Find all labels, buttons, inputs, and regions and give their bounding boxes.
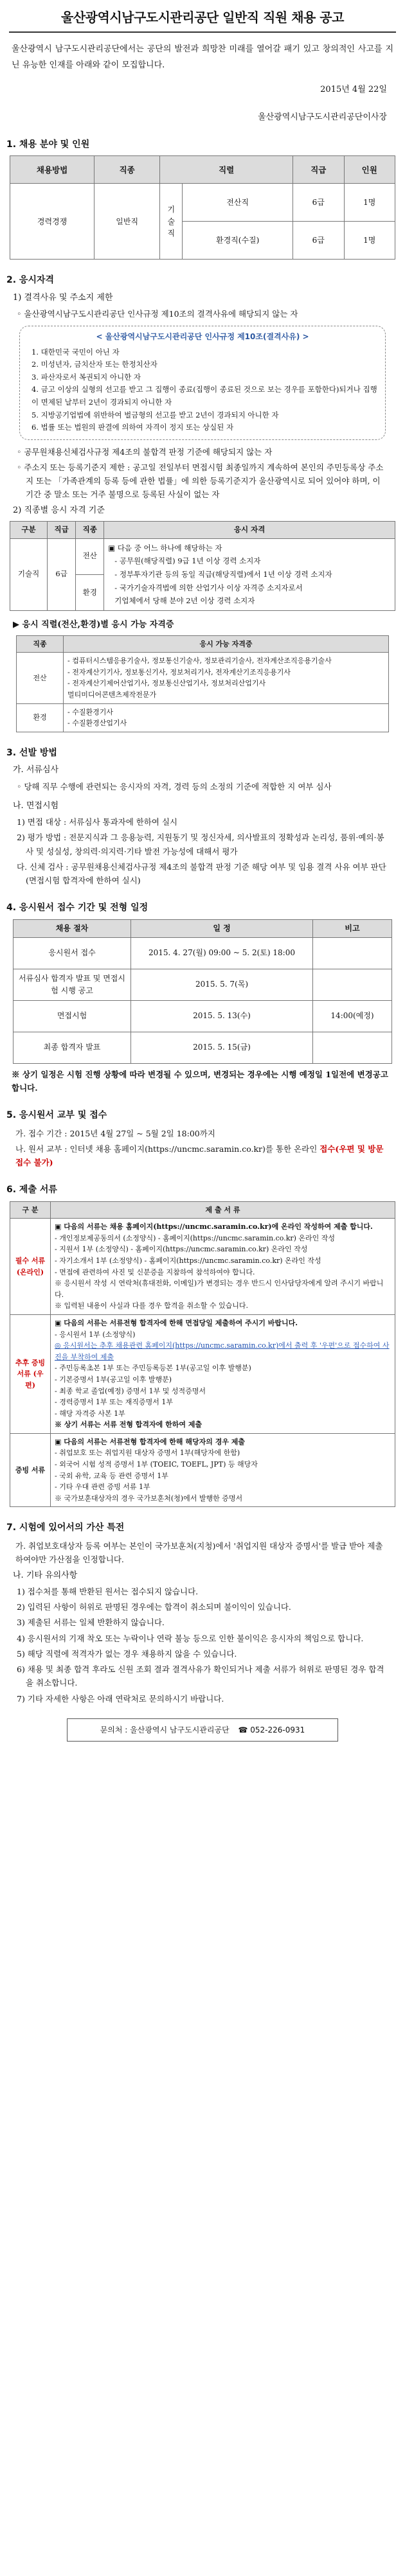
cell-step: 최종 합격자 발표	[14, 1032, 131, 1063]
cert-line: - 수질환경산업기사	[68, 719, 127, 728]
th-category: 구 분	[10, 1202, 51, 1219]
cell-proof-docs	[51, 1433, 395, 1507]
cell-sub-env: 환경직(수질)	[183, 222, 293, 260]
schedule-row	[14, 1032, 392, 1063]
cell-later-docs	[51, 1314, 395, 1433]
th-series: 직렬	[160, 156, 293, 184]
application-period: 가. 접수 기간 : 2015년 4월 27일 ~ 5월 2일 18:00까지	[15, 1128, 215, 1138]
sub-notes: 나. 기타 유의사항	[13, 1570, 78, 1580]
schedule-row	[14, 937, 392, 969]
cell-count-it: 1명	[344, 184, 395, 222]
bullet-interview-method: 2) 평가 방법 : 전문지식과 그 응용능력, 지원동기 및 정신자세, 의사발표의 정확성과 논리성, 품위·예의·봉사 및 성실성, 창의력·의지력·기타 발전 가능성에 대해서 평가	[17, 833, 384, 856]
application-method-text: 나. 원서 교부 : 인터넷 채용 홈페이지(https://uncmc.saramin.co.kr)를 통한 온라인	[15, 1143, 320, 1154]
th-method: 채용방법	[10, 156, 94, 184]
note-item: 7) 기타 자세한 사항은 아래 연락처로 문의하시기 바랍니다.	[17, 1693, 224, 1704]
cert-line: - 전자계산기기사, 정보통신기사, 정보처리기사, 전자계산기조직응용기사	[68, 667, 291, 676]
cell-type: 일반직	[94, 184, 160, 260]
req-line: 기업체에서 당해 분야 2년 이상 경력 소지자	[114, 596, 255, 606]
cert-table-title: ▶ 응시 직렬(전산,환경)별 응시 가능 자격증	[13, 620, 174, 630]
cell-it-certs	[64, 653, 389, 703]
req-line: - 공무원(해당직렬) 9급 1년 이상 경력 소지자	[114, 556, 261, 566]
law-item: 2. 미성년자, 금치산자 또는 한정치산자	[32, 360, 158, 369]
cell-date: 2015. 5. 15(금)	[131, 1032, 313, 1063]
cell-note	[313, 937, 392, 969]
section-2-heading: 2. 응시자격	[6, 275, 55, 286]
cert-line: 멀티미디어콘텐츠제작전문가	[68, 691, 157, 699]
bullet-residence: ◦ 주소지 또는 등록기준지 제한 : 공고일 전일부터 면접시험 최종일까지 계속하여 본인의 주민등록상 주소지 또는 「가족관계의 등록 등에 관한 법률」에 의한 등록기준지가 울산광역시로 되어 있어야 하며, 이 기간 중 말소 또는 거주 불명으로 등록된 사실이 없는 자	[17, 462, 384, 500]
sub-disqualification: 1) 결격사유 및 주소지 제한	[13, 293, 113, 303]
th-field: 직종	[17, 636, 64, 653]
intro-paragraph: 울산광역시 남구도시관리공단에서는 공단의 발전과 희망찬 미래를 열어갈 패기 있고 창의적인 사고를 지닌 유능한 인재를 아래와 같이 모집합니다.	[12, 44, 393, 70]
section-6-heading: 6. 제출 서류	[6, 1185, 57, 1195]
sub-interview: 나. 면접시험	[13, 800, 59, 811]
cell-requirements	[104, 538, 395, 610]
law-item: 1. 대한민국 국민이 아닌 자	[32, 347, 120, 357]
doc-line: ※ 입력된 내용이 사실과 다를 경우 합격을 취소할 수 있습니다.	[55, 1301, 248, 1310]
cell-grade-it: 6급	[293, 184, 344, 222]
cell-note: 14:00(예정)	[313, 1000, 392, 1032]
law-item: 6. 법률 또는 법원의 판결에 의하여 자격이 정지 또는 상실된 자	[32, 423, 234, 432]
veteran-bonus: 가. 취업보호대상자 등록 여부는 본인이 국가보훈처(지청)에서 '취업지원 대상자 증명서'를 발급 받아 제출하여야만 가산점을 인정합니다.	[15, 1541, 383, 1565]
contact-phone[interactable]: ☎ 052-226-0931	[238, 1725, 305, 1734]
bullet-document-review: ◦ 당해 직무 수행에 관련되는 응시자의 자격, 경력 등의 소정의 기준에 적합한 지 여부 심사	[17, 781, 332, 791]
th-certificates: 응시 가능 자격증	[64, 636, 389, 653]
law-item: 5. 지방공기업법에 위반하여 벌금형의 선고를 받고 2년이 경과되지 아니한 자	[32, 410, 279, 419]
contact-box	[67, 1718, 338, 1742]
documents-table	[10, 1201, 395, 1507]
schedule-note: ※ 상기 일정은 시험 진행 상황에 따라 변경될 수 있으며, 변경되는 경우에는 시행 예정일 1일전에 변경공고 합니다.	[12, 1069, 388, 1093]
law-item: 3. 파산자로서 복권되지 아니한 자	[32, 372, 141, 382]
note-item: 4) 응시원서의 기재 착오 또는 누락이나 연락 불능 등으로 인한 불이익은 응시자의 책임으로 합니다.	[17, 1633, 364, 1643]
doc-line: ▣ 다음의 서류는 서류전형 합격자에 한해 해당자의 경우 제출	[55, 1437, 246, 1446]
th-documents: 제 출 서 류	[51, 1202, 395, 1219]
section-5-heading: 5. 응시원서 교부 및 접수	[6, 1110, 107, 1121]
req-line: ▣ 다음 중 어느 하나에 해당하는 자	[108, 543, 222, 552]
doc-line: - 개인정보제공동의서 (소정양식) - 홈페이지(https://uncmc.saramin.co.kr) 온라인 작성	[55, 1233, 336, 1242]
cert-line: - 수질환경기사	[68, 707, 113, 716]
cell-step: 서류심사 합격자 발표 및 면접시험 시행 공고	[14, 969, 131, 1000]
application-method-warning: 접수(우편 및 방문 접수 불가)	[15, 1143, 384, 1168]
doc-line: - 자기소개서 1부 (소정양식) - 홈페이지(https://uncmc.saramin.co.kr) 온라인 작성	[55, 1256, 321, 1265]
doc-line: ▣ 다음의 서류는 서류전형 합격자에 한해 면접당일 제출하여 주시기 바랍니다.	[55, 1318, 298, 1327]
cert-line: - 전자계산기제어산업기사, 정보통신산업기사, 정보처리산업기사	[68, 679, 266, 688]
cell-grade-env: 6급	[293, 222, 344, 260]
note-item: 2) 입력된 사항이 허위로 판명된 경우에는 합격이 취소되며 불이익이 있습니다.	[17, 1602, 291, 1612]
section-3-heading: 3. 선발 방법	[6, 747, 57, 758]
bullet-physical-exam: ◦ 공무원채용신체검사규정 제4조의 불합격 판정 기준에 해당되지 않는 자	[17, 446, 273, 457]
section-1-heading: 1. 채용 분야 및 인원	[6, 139, 90, 150]
cell-grade: 6급	[48, 538, 76, 610]
doc-line: ※ 국가보훈대상자의 경우 국가보훈처(청)에서 발행한 증명서	[55, 1494, 243, 1503]
section-4-heading: 4. 응시원서 접수 기간 및 전형 일정	[6, 903, 148, 913]
doc-line: - 기타 우대 관련 증빙 서류 1부	[55, 1483, 150, 1492]
schedule-row	[14, 969, 392, 1000]
cell-sub-it: 전산직	[183, 184, 293, 222]
notice-date: 2015년 4월 22일	[320, 85, 387, 95]
cell-note	[313, 969, 392, 1000]
note-item: 1) 접수처를 통해 반환된 원서는 접수되지 않습니다.	[17, 1586, 199, 1596]
positions-table	[10, 155, 395, 260]
cell-method: 경력경쟁	[10, 184, 94, 260]
doc-line: - 주민등록초본 1부 또는 주민등록등본 1부(공고일 이후 발행분)	[55, 1364, 251, 1373]
th-date: 일 정	[131, 919, 313, 937]
doc-line: ※ 응시원서 작성 시 연락처(휴대전화, 이메일)가 변경되는 경우 반드시 인사담당자에게 알려 주시기 바랍니다.	[55, 1279, 384, 1299]
cell-series: 기술직	[160, 184, 183, 260]
th-grade: 직급	[293, 156, 344, 184]
doc-line: - 기본증명서 1부(공고일 이후 발행분)	[55, 1375, 172, 1384]
doc-line: - 국외 유학, 교육 등 관련 증명서 1부	[55, 1471, 168, 1480]
doc-line: - 취업보호 또는 취업지원 대상자 증명서 1부(해당자에 한함)	[55, 1449, 240, 1458]
doc-line: - 외국어 시험 성적 증명서 1부 (TOEIC, TOEFL, JPT) 등 해당자	[55, 1460, 258, 1469]
cell-date: 2015. 5. 7(목)	[131, 969, 313, 1000]
sub-document-review: 가. 서류심사	[13, 765, 59, 775]
section-7-heading: 7. 시험에 있어서의 가산 특전	[6, 1522, 125, 1533]
note-item: 5) 해당 직렬에 적격자가 없는 경우 채용하지 않을 수 있습니다.	[17, 1648, 237, 1659]
law-excerpt-title: < 울산광역시남구도시관리공단 인사규정 제10조(결격사유) >	[96, 332, 309, 342]
doc-line: - 응시원서 1부 (소정양식)	[55, 1330, 136, 1339]
doc-line: - 경력증명서 1부 또는 재직증명서 1부	[55, 1398, 173, 1407]
cell-step: 응시원서 접수	[14, 937, 131, 969]
cell-proof-label: 증빙 서류	[10, 1433, 51, 1507]
cell-count-env: 1명	[344, 222, 395, 260]
cell-later-label: 추후 증빙 서류 (우편)	[10, 1314, 51, 1433]
doc-line: ※ 상기 서류는 서류 전형 합격자에 한하여 제출	[55, 1420, 203, 1429]
cell-required-label: 필수 서류 (온라인)	[10, 1219, 51, 1315]
th-type: 직종	[94, 156, 160, 184]
cert-line: - 컴퓨터시스템응용기술사, 정보통신기술사, 정보관리기술사, 전자계산조직응용기술사	[68, 657, 332, 666]
cell-field-it: 전산	[76, 538, 104, 574]
schedule-table	[13, 919, 392, 1064]
th-group: 구분	[10, 521, 48, 538]
schedule-row	[14, 1000, 392, 1032]
contact-label: 문의처 :	[100, 1725, 130, 1734]
qualification-table	[10, 521, 395, 611]
bullet-physical: 다. 신체 검사 : 공무원채용신체검사규정 제4조의 불합격 판정 기준 해당 여부 및 임용 결격 사유 여부 판단(면접시험 합격자에 한하여 실시)	[17, 861, 386, 885]
application-method	[15, 1142, 390, 1170]
doc-line: ▣ 다음의 서류는 채용 홈페이지(https://uncmc.saramin.co.kr)에 온라인 작성하여 제출 합니다.	[55, 1222, 373, 1231]
th-note: 비고	[313, 919, 392, 937]
law-item: 4. 금고 이상의 실형의 선고를 받고 그 집행이 종료(집행이 종료된 것으로 보는 경우를 포함한다)되거나 집행이 면제된 날부터 2년이 경과되지 아니한 자	[32, 385, 377, 407]
contact-org: 울산광역시 남구도시관리공단	[130, 1725, 230, 1734]
cell-env-certs	[64, 703, 389, 732]
req-line: - 정부투자기관 등의 동일 직급(해당직렬)에서 1년 이상 경력 소지자	[114, 569, 332, 579]
notice-signer: 울산광역시남구도시관리공단이사장	[258, 112, 387, 122]
doc-line: - 지원서 1부 (소정양식) - 홈페이지(https://uncmc.saramin.co.kr) 온라인 작성	[55, 1245, 308, 1254]
cell-note	[313, 1032, 392, 1063]
doc-line: ◎ 응시원서는 추후 채용관련 홈페이지(https://uncmc.saramin.co.kr)에서 출력 후 '우편'으로 접수하여 사진을 부착하여 제출	[55, 1341, 390, 1361]
cell-group: 기술직	[10, 538, 48, 610]
law-excerpt-box	[19, 326, 386, 439]
note-item: 3) 제출된 서류는 일체 반환하지 않습니다.	[17, 1618, 165, 1628]
th-field: 직종	[76, 521, 104, 538]
note-item: 6) 채용 및 최종 합격 후라도 신원 조회 결과 결격사유가 확인되거나 제출 서류가 허위로 판명된 경우 합격을 취소합니다.	[17, 1664, 384, 1688]
doc-line: - 해당 자격증 사본 1부	[55, 1409, 125, 1418]
sub-qualification: 2) 직종별 응시 자격 기준	[13, 505, 105, 515]
cell-required-docs	[51, 1219, 395, 1315]
cell-date: 2015. 5. 13(수)	[131, 1000, 313, 1032]
title-divider	[9, 31, 396, 33]
th-requirement: 응시 자격	[104, 521, 395, 538]
doc-line: - 면접에 관련하여 사진 및 신분증을 지참하여 참석하여야 합니다.	[55, 1267, 255, 1276]
cell-step: 면접시험	[14, 1000, 131, 1032]
bullet-disqualification: ◦ 울산광역시남구도시관리공단 인사규정 제10조의 결격사유에 해당되지 않는 자	[17, 309, 298, 319]
bullet-interview-target: 1) 면접 대상 : 서류심사 통과자에 한하여 실시	[17, 817, 178, 827]
th-grade: 직급	[48, 521, 76, 538]
cell-field-env: 환경	[76, 574, 104, 610]
certificate-table	[16, 635, 389, 732]
doc-line: - 최종 학교 졸업(예정) 증명서 1부 및 성적증명서	[55, 1386, 206, 1395]
cell-date: 2015. 4. 27(월) 09:00 ~ 5. 2(토) 18:00	[131, 937, 313, 969]
cell-env: 환경	[17, 703, 64, 732]
cell-it: 전산	[17, 653, 64, 703]
req-line: - 국가기술자격법에 의한 산업기사 이상 자격증 소지자로서	[114, 583, 303, 592]
th-step: 채용 절차	[14, 919, 131, 937]
th-count: 인원	[344, 156, 395, 184]
page-title: 울산광역시남구도시관리공단 일반직 직원 채용 공고	[61, 10, 344, 25]
